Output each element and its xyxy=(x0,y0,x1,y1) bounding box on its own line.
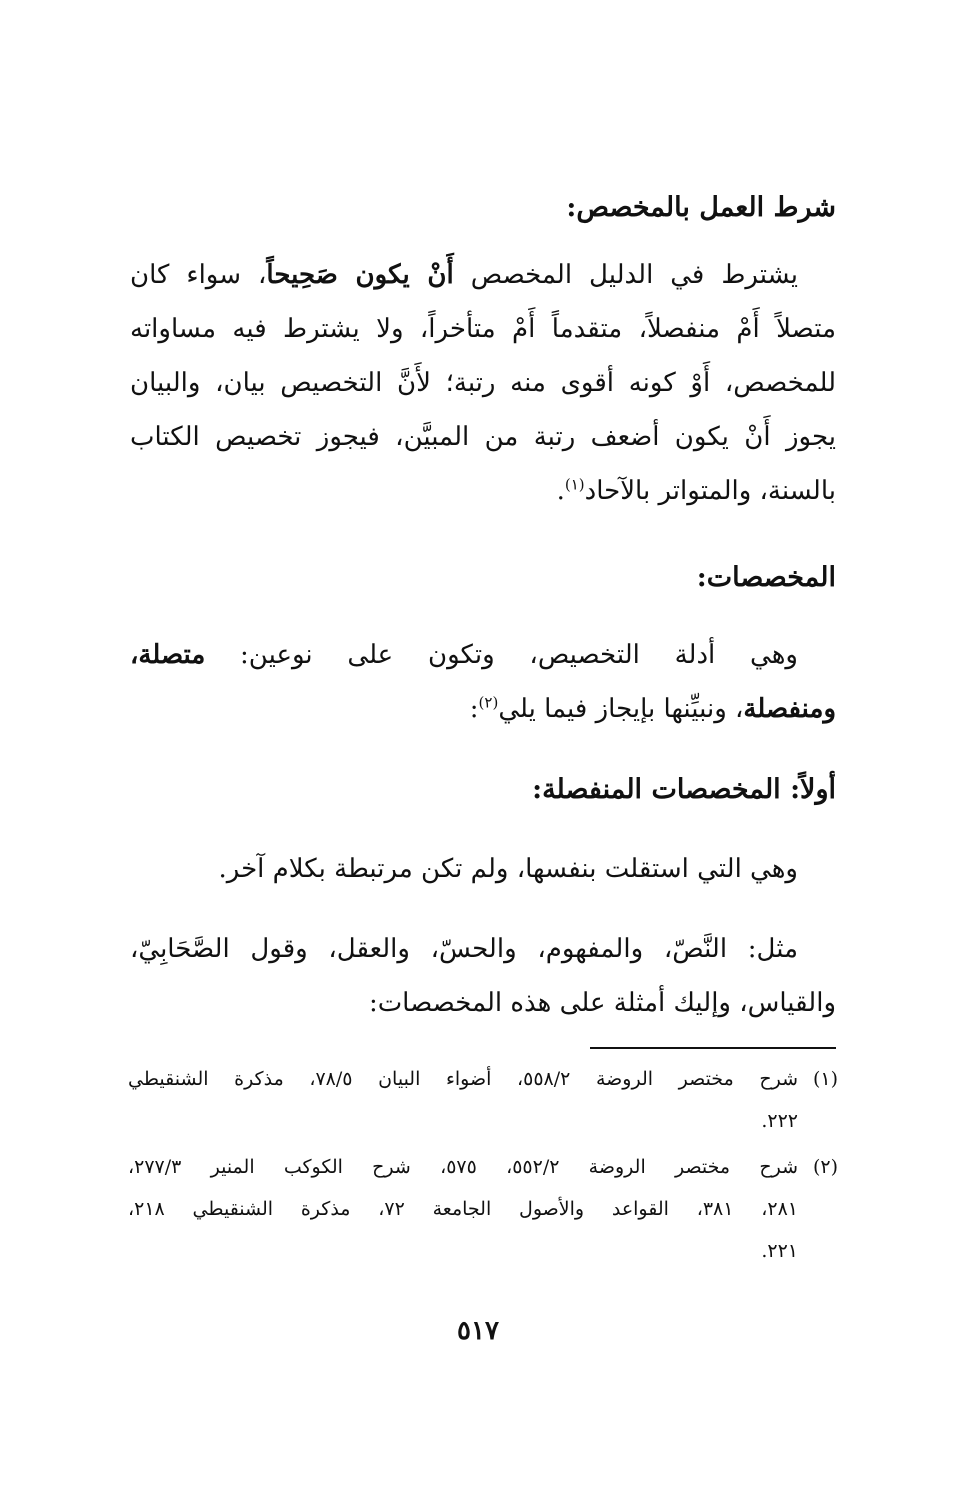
footnote-line: ٢٨١، ٣٨١، القواعد والأصول الجامعة ٧٢، مذكرة الشنقيطي ٢١٨، xyxy=(128,1198,799,1220)
footnote-body xyxy=(128,1146,798,1272)
paragraph-condition xyxy=(130,248,836,518)
footnote-body xyxy=(128,1058,798,1142)
bold-run: أَنْ يكون صَحِيحاً xyxy=(266,260,454,290)
text-run: يشترط في الدليل المخصص xyxy=(453,260,798,290)
bold-run: متصلة، xyxy=(130,640,206,670)
paragraph-examples xyxy=(130,922,836,1030)
section-heading-specifiers: المخصصات: xyxy=(696,562,836,593)
paragraph-specifiers xyxy=(130,628,836,736)
footnote-line: ٢٢٢. xyxy=(761,1110,798,1132)
paragraph-line: متصلاً أَمْ منفصلاً، متقدماً أَمْ متأخراً، ولا يشترط فيه مساواته xyxy=(130,314,836,344)
paragraph-line: للمخصص، أَوْ كونه أقوى منه رتبة؛ لأَنَّ التخصيص بيان، والبيان xyxy=(130,368,836,398)
page-number: ٥١٧ xyxy=(457,1316,499,1346)
text-run: مثل: النَّصّ، والمفهوم، والحسّ، والعقل، وقول الصَّحَابِيّ، xyxy=(130,934,798,964)
text-run: ، ونبيِّنها بإيجاز فيما يلي xyxy=(498,694,744,724)
paragraph-line xyxy=(130,248,836,302)
paragraph-line xyxy=(130,682,836,736)
text-run: . xyxy=(556,476,565,506)
footnote-reference[interactable]: (٢) xyxy=(478,693,499,712)
bold-run: ومنفصلة xyxy=(743,694,836,724)
paragraph-line xyxy=(130,628,836,682)
footnote-line: شرح مختصر الروضة ٥٥٨/٢، أضواء البيان ٧٨/٥، مذكرة الشنقيطي xyxy=(128,1068,799,1090)
footnote-reference[interactable]: (١) xyxy=(564,475,585,494)
paragraph-line xyxy=(130,464,836,518)
section-heading-condition: شرط العمل بالمخصص: xyxy=(566,192,836,223)
footnote-number: (٢) xyxy=(812,1156,838,1178)
footnote-separator xyxy=(590,1047,836,1049)
footnote-line: ٢٢١. xyxy=(761,1240,798,1262)
paragraph-line xyxy=(130,842,836,896)
text-run: : xyxy=(469,694,479,724)
paragraph-line: يجوز أَنْ يكون أضعف رتبة من المبيَّن، فيجوز تخصيص الكتاب xyxy=(130,422,836,452)
footnote-1 xyxy=(128,1058,838,1142)
text-run: ، سواء كان xyxy=(130,260,267,290)
text-run: وهي التي استقلت بنفسها، ولم تكن مرتبطة بكلام آخر. xyxy=(218,854,798,884)
text-run: وهي أدلة التخصيص، وتكون على نوعين: xyxy=(205,640,798,670)
footnote-2 xyxy=(128,1146,838,1272)
paragraph-definition xyxy=(130,842,836,896)
paragraph-line xyxy=(130,922,836,976)
paragraph-line: والقياس، وإليك أمثلة على هذه المخصصات: xyxy=(368,988,836,1018)
section-heading-separate-specifiers: أولاً: المخصصات المنفصلة: xyxy=(532,774,836,805)
footnote-line: شرح مختصر الروضة ٥٥٢/٢، ٥٧٥، شرح الكوكب المنير ٢٧٧/٣، xyxy=(128,1156,798,1178)
text-run: بالسنة، والمتواتر بالآحاد xyxy=(584,476,836,506)
footnote-number: (١) xyxy=(812,1068,838,1090)
